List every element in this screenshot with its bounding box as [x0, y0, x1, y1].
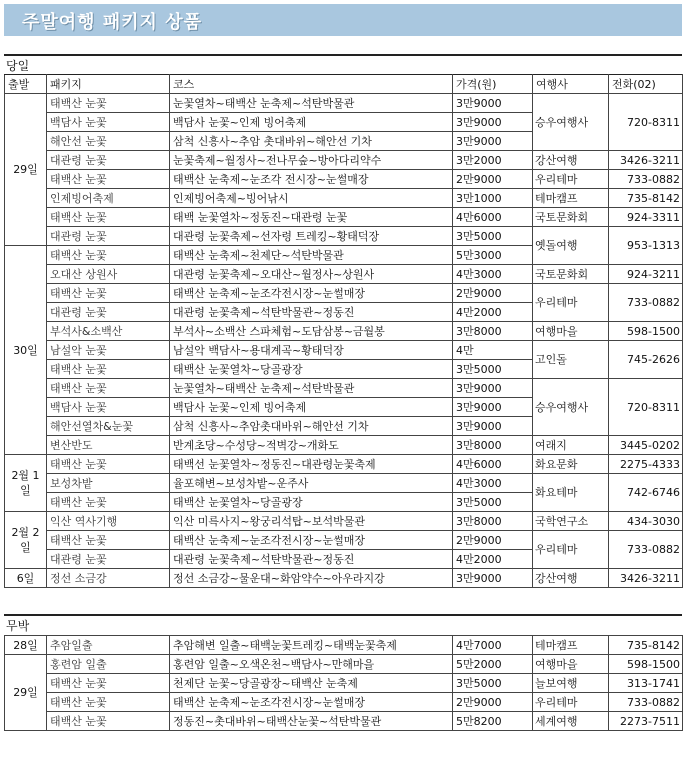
course-cell: 인제빙어축제~빙어낚시	[170, 189, 453, 208]
phone-cell: 735-8142	[609, 189, 683, 208]
package-cell: 익산 역사기행	[47, 512, 170, 531]
package-cell: 태백산 눈꽃	[47, 170, 170, 189]
phone-cell: 2273-7511	[609, 712, 683, 731]
agency-cell: 여행마을	[533, 655, 609, 674]
course-cell: 눈꽃열차~태백산 눈축제~석탄박물관	[170, 379, 453, 398]
phone-cell: 434-3030	[609, 512, 683, 531]
table-row	[5, 712, 683, 731]
overnight-table	[4, 635, 683, 731]
date-cell: 30일	[5, 246, 47, 455]
price-cell: 5만8200	[453, 712, 533, 731]
price-cell: 3만9000	[453, 569, 533, 588]
table-row	[5, 455, 683, 474]
phone-cell: 2275-4333	[609, 455, 683, 474]
course-cell: 대관령 눈꽃축제~석탄박물관~정동진	[170, 303, 453, 322]
price-cell: 5만2000	[453, 655, 533, 674]
package-cell: 오대산 상원사	[47, 265, 170, 284]
course-cell: 태백산 눈꽃열차~당골광장	[170, 360, 453, 379]
course-cell: 태백산 눈축제~눈조각 전시장~눈썰매장	[170, 170, 453, 189]
page-title: 주말여행 패키지 상품	[22, 12, 203, 33]
agency-cell: 강산여행	[533, 569, 609, 588]
header-price: 가격(원)	[453, 75, 533, 94]
agency-cell: 고인돌	[533, 341, 609, 379]
course-cell: 남설악 백담사~용대계곡~황태덕장	[170, 341, 453, 360]
agency-cell: 옛돌여행	[533, 227, 609, 265]
course-cell: 추암해변 일출~태백눈꽃트레킹~태백눈꽃축제	[170, 636, 453, 655]
section-label-daytrip: 당일	[6, 59, 30, 73]
course-cell: 태백산 눈축제~눈조각전시장~눈썰매장	[170, 531, 453, 550]
price-cell: 4만2000	[453, 550, 533, 569]
agency-cell: 국토문화회	[533, 208, 609, 227]
price-cell: 4만3000	[453, 474, 533, 493]
price-cell: 3만8000	[453, 322, 533, 341]
agency-cell: 세계여행	[533, 712, 609, 731]
table-row	[5, 636, 683, 655]
package-cell: 대관령 눈꽃	[47, 303, 170, 322]
agency-cell: 화요테마	[533, 474, 609, 512]
phone-cell: 733-0882	[609, 284, 683, 322]
package-cell: 해안선 눈꽃	[47, 132, 170, 151]
price-cell: 3만9000	[453, 379, 533, 398]
package-cell: 태백산 눈꽃	[47, 94, 170, 113]
price-cell: 5만3000	[453, 246, 533, 265]
course-cell: 홍련암 일출~오색온천~백담사~만해마을	[170, 655, 453, 674]
phone-cell: 924-3311	[609, 208, 683, 227]
price-cell: 4만6000	[453, 455, 533, 474]
table-row	[5, 227, 683, 246]
price-cell: 3만8000	[453, 436, 533, 455]
agency-cell: 승우여행사	[533, 94, 609, 151]
package-cell: 변산반도	[47, 436, 170, 455]
price-cell: 3만9000	[453, 417, 533, 436]
phone-cell: 733-0882	[609, 531, 683, 569]
course-cell: 삼척 신흥사~추암 촛대바위~해안선 기차	[170, 132, 453, 151]
date-cell: 2월 2일	[5, 512, 47, 569]
title-banner	[4, 4, 682, 36]
header-departure: 출발	[5, 75, 47, 94]
agency-cell: 테마캠프	[533, 636, 609, 655]
table-row	[5, 474, 683, 493]
price-cell: 4만	[453, 341, 533, 360]
date-cell: 29일	[5, 94, 47, 246]
course-cell: 삼척 신흥사~추암촛대바위~해안선 기차	[170, 417, 453, 436]
price-cell: 2만9000	[453, 693, 533, 712]
agency-cell: 화요문화	[533, 455, 609, 474]
package-cell: 추암일출	[47, 636, 170, 655]
course-cell: 반계초당~수성당~적벽강~개화도	[170, 436, 453, 455]
course-cell: 천제단 눈꽃~당골광장~태백산 눈축제	[170, 674, 453, 693]
table-row	[5, 569, 683, 588]
price-cell: 3만8000	[453, 512, 533, 531]
agency-cell: 우리테마	[533, 693, 609, 712]
phone-cell: 598-1500	[609, 322, 683, 341]
price-cell: 3만5000	[453, 227, 533, 246]
course-cell: 율포해변~보성차밭~운주사	[170, 474, 453, 493]
price-cell: 3만9000	[453, 132, 533, 151]
table-row	[5, 674, 683, 693]
price-cell: 2만9000	[453, 170, 533, 189]
phone-cell: 720-8311	[609, 379, 683, 436]
header-phone: 전화(02)	[609, 75, 683, 94]
table-row	[5, 170, 683, 189]
table-row	[5, 322, 683, 341]
package-cell: 백담사 눈꽃	[47, 113, 170, 132]
table-row	[5, 379, 683, 398]
agency-cell: 우리테마	[533, 284, 609, 322]
agency-cell: 우리테마	[533, 170, 609, 189]
price-cell: 2만9000	[453, 284, 533, 303]
phone-cell: 3426-3211	[609, 151, 683, 170]
course-cell: 눈꽃열차~태백산 눈축제~석탄박물관	[170, 94, 453, 113]
course-cell: 태백산 눈축제~눈조각전시장~눈썰매장	[170, 284, 453, 303]
phone-cell: 735-8142	[609, 636, 683, 655]
course-cell: 대관령 눈꽃축제~석탄박물관~정동진	[170, 550, 453, 569]
phone-cell: 733-0882	[609, 170, 683, 189]
price-cell: 3만5000	[453, 674, 533, 693]
price-cell: 4만3000	[453, 265, 533, 284]
course-cell: 태백선 눈꽃열차~정동진~대관령눈꽃축제	[170, 455, 453, 474]
course-cell: 태백 눈꽃열차~정동진~대관령 눈꽃	[170, 208, 453, 227]
price-cell: 4만2000	[453, 303, 533, 322]
header-package: 패키지	[47, 75, 170, 94]
header-agency: 여행사	[533, 75, 609, 94]
agency-cell: 늘보여행	[533, 674, 609, 693]
price-cell: 3만5000	[453, 360, 533, 379]
course-cell: 눈꽃축제~월정사~전나무숲~방아다리약수	[170, 151, 453, 170]
price-cell: 3만2000	[453, 151, 533, 170]
price-cell: 3만1000	[453, 189, 533, 208]
price-cell: 4만6000	[453, 208, 533, 227]
package-cell: 태백산 눈꽃	[47, 208, 170, 227]
phone-cell: 745-2626	[609, 341, 683, 379]
section-label-overnight: 무박	[6, 619, 30, 633]
agency-cell: 여행마을	[533, 322, 609, 341]
course-cell: 백담사 눈꽃~인제 빙어축제	[170, 398, 453, 417]
table-row	[5, 693, 683, 712]
table-row	[5, 512, 683, 531]
phone-cell: 3445-0202	[609, 436, 683, 455]
agency-cell: 강산여행	[533, 151, 609, 170]
package-cell: 인제빙어축제	[47, 189, 170, 208]
course-cell: 정선 소금강~물운대~화암약수~아우라지강	[170, 569, 453, 588]
package-cell: 태백산 눈꽃	[47, 246, 170, 265]
table-row	[5, 284, 683, 303]
package-cell: 태백산 눈꽃	[47, 379, 170, 398]
package-cell: 태백산 눈꽃	[47, 674, 170, 693]
daytrip-table	[4, 74, 683, 588]
date-cell: 28일	[5, 636, 47, 655]
table-header-row	[5, 75, 683, 94]
phone-cell: 742-6746	[609, 474, 683, 512]
price-cell: 3만5000	[453, 493, 533, 512]
package-cell: 태백산 눈꽃	[47, 493, 170, 512]
phone-cell: 720-8311	[609, 94, 683, 151]
price-cell: 4만7000	[453, 636, 533, 655]
section-divider	[4, 54, 682, 56]
date-cell: 6일	[5, 569, 47, 588]
package-cell: 대관령 눈꽃	[47, 227, 170, 246]
section-divider	[4, 614, 682, 616]
phone-cell: 924-3211	[609, 265, 683, 284]
package-cell: 태백산 눈꽃	[47, 693, 170, 712]
course-cell: 부석사~소백산 스파체험~도담삼봉~금월봉	[170, 322, 453, 341]
table-row	[5, 208, 683, 227]
agency-cell: 승우여행사	[533, 379, 609, 436]
table-row	[5, 151, 683, 170]
package-cell: 태백산 눈꽃	[47, 531, 170, 550]
course-cell: 대관령 눈꽃축제~선자령 트레킹~황태덕장	[170, 227, 453, 246]
course-cell: 태백산 눈축제~눈조각전시장~눈썰매장	[170, 693, 453, 712]
table-row	[5, 531, 683, 550]
course-cell: 정동진~촛대바위~태백산눈꽃~석탄박물관	[170, 712, 453, 731]
phone-cell: 733-0882	[609, 693, 683, 712]
package-cell: 대관령 눈꽃	[47, 550, 170, 569]
table-row	[5, 189, 683, 208]
table-row	[5, 94, 683, 113]
course-cell: 태백산 눈축제~천제단~석탄박물관	[170, 246, 453, 265]
price-cell: 3만9000	[453, 94, 533, 113]
package-cell: 남설악 눈꽃	[47, 341, 170, 360]
package-cell: 태백산 눈꽃	[47, 284, 170, 303]
package-cell: 해안선열차&눈꽃	[47, 417, 170, 436]
agency-cell: 우리테마	[533, 531, 609, 569]
package-cell: 홍련암 일출	[47, 655, 170, 674]
course-cell: 익산 미륵사지~왕궁리석탑~보석박물관	[170, 512, 453, 531]
package-cell: 태백산 눈꽃	[47, 455, 170, 474]
course-cell: 태백산 눈꽃열차~당골광장	[170, 493, 453, 512]
course-cell: 대관령 눈꽃축제~오대산~월정사~상원사	[170, 265, 453, 284]
package-cell: 태백산 눈꽃	[47, 712, 170, 731]
phone-cell: 953-1313	[609, 227, 683, 265]
phone-cell: 3426-3211	[609, 569, 683, 588]
agency-cell: 국토문화회	[533, 265, 609, 284]
date-cell: 2월 1일	[5, 455, 47, 512]
package-cell: 보성차밭	[47, 474, 170, 493]
phone-cell: 313-1741	[609, 674, 683, 693]
table-row	[5, 265, 683, 284]
price-cell: 3만9000	[453, 398, 533, 417]
header-course: 코스	[170, 75, 453, 94]
price-cell: 3만9000	[453, 113, 533, 132]
course-cell: 백담사 눈꽃~인제 빙어축제	[170, 113, 453, 132]
package-cell: 태백산 눈꽃	[47, 360, 170, 379]
package-cell: 대관령 눈꽃	[47, 151, 170, 170]
agency-cell: 여래지	[533, 436, 609, 455]
price-cell: 2만9000	[453, 531, 533, 550]
package-cell: 백담사 눈꽃	[47, 398, 170, 417]
table-row	[5, 341, 683, 360]
agency-cell: 테마캠프	[533, 189, 609, 208]
table-row	[5, 436, 683, 455]
phone-cell: 598-1500	[609, 655, 683, 674]
date-cell: 29일	[5, 655, 47, 731]
package-cell: 정선 소금강	[47, 569, 170, 588]
agency-cell: 국학연구소	[533, 512, 609, 531]
package-cell: 부석사&소백산	[47, 322, 170, 341]
table-row	[5, 655, 683, 674]
